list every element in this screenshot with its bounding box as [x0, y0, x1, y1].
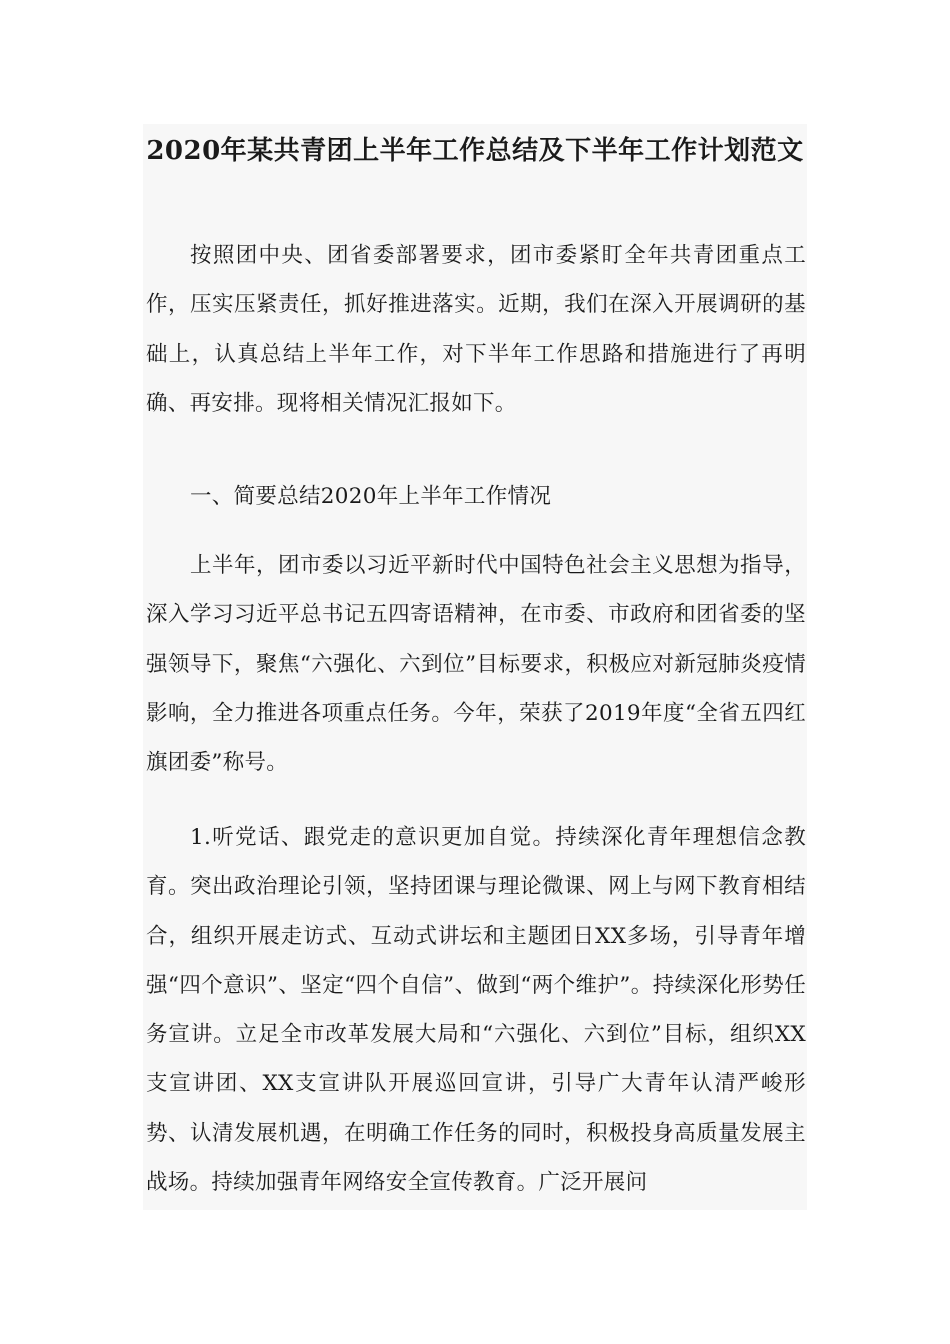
intro-paragraph: 按照团中央、团省委部署要求，团市委紧盯全年共青团重点工作，压实压紧责任，抓好推进落实。近期，我们在深入开展调研的基础上，认真总结上半年工作，对下半年工作思路和措施进行了再明确、再安排。现将相关情况汇报如下。	[146, 243, 806, 416]
document-title: 2020年某共青团上半年工作总结及下半年工作计划范文	[146, 136, 804, 166]
body-paragraph: 上半年，团市委以习近平新时代中国特色社会主义思想为指导，深入学习习近平总书记五四寄语精神，在市委、市政府和团省委的坚强领导下，聚焦“六强化、六到位”目标要求，积极应对新冠肺炎疫情影响，全力推进各项重点任务。今年，荣获了2019年度“全省五四红旗团委”称号。	[146, 553, 806, 776]
numbered-item-paragraph: 1.听党话、跟党走的意识更加自觉。持续深化青年理想信念教育。突出政治理论引领，坚持团课与理论微课、网上与网下教育相结合，组织开展走访式、互动式讲坛和主题团日XX多场，引导青年增强“四个意识”、坚定“四个自信”、做到“两个维护”。持续深化形势任务宣讲。立足全市改革发展大局和“六强化、六到位”目标，组织XX支宣讲团、XX支宣讲队开展巡回宣讲，引导广大青年认清严峻形势、认清发展机遇，在明确工作任务的同时，积极投身高质量发展主战场。持续加强青年网络安全宣传教育。广泛开展问	[146, 825, 806, 1196]
section-heading: 一、简要总结2020年上半年工作情况	[190, 484, 552, 509]
